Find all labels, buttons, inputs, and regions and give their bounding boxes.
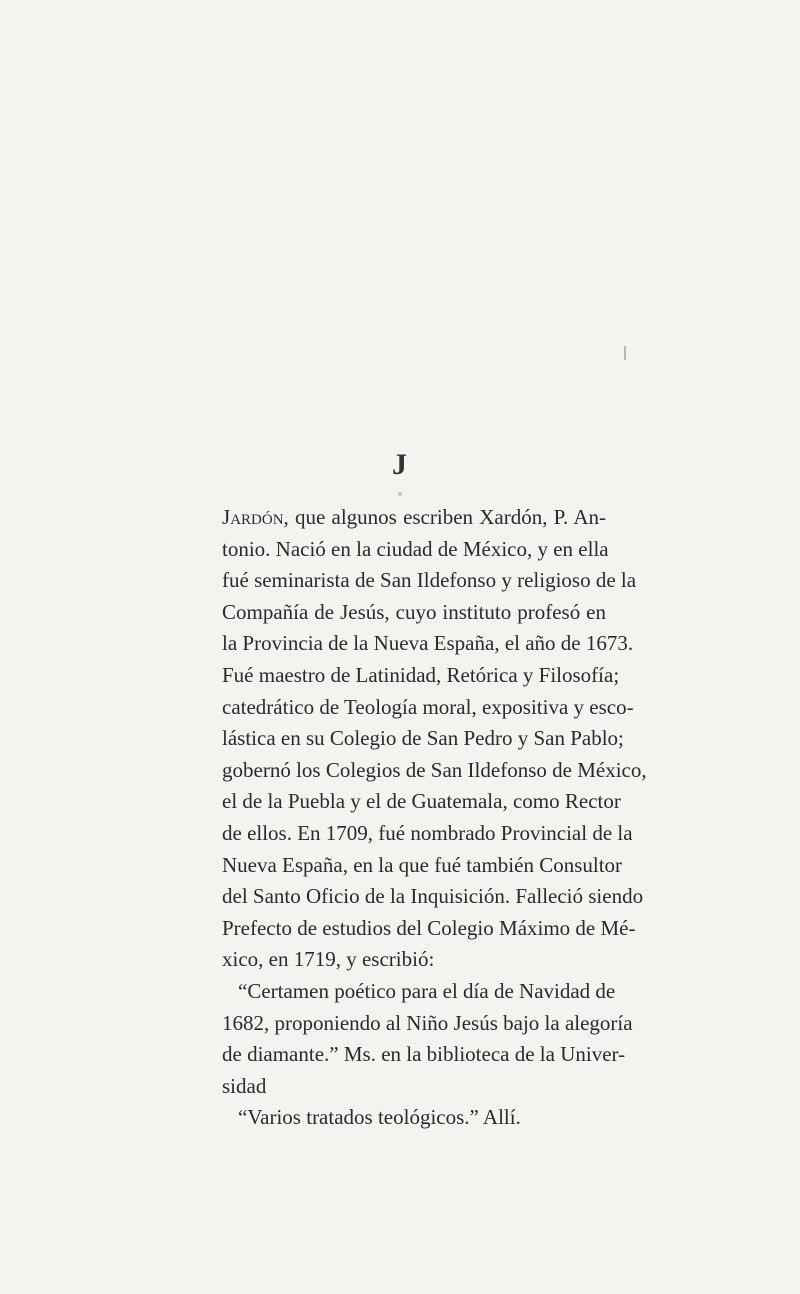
margin-mark bbox=[624, 346, 626, 360]
entry-line: lástica en su Colegio de San Pedro y San Pablo; bbox=[222, 726, 624, 751]
headword-rest: ardón bbox=[230, 505, 284, 529]
entry-line bbox=[222, 502, 606, 534]
entry-line: el de la Puebla y el de Guatemala, como Rector bbox=[222, 789, 621, 814]
headword-initial: J bbox=[222, 505, 231, 529]
entry-line: tonio. Nació en la ciudad de México, y en ella bbox=[222, 536, 609, 561]
entry-line: sidad bbox=[222, 1073, 267, 1098]
entry-line-text: , que algunos escriben Xardón, P. An- bbox=[283, 505, 606, 529]
entry-line: Compañía de Jesús, cuyo instituto profesó en bbox=[222, 599, 606, 624]
entry-line: “Certamen poético para el día de Navidad de bbox=[238, 978, 616, 1003]
entry-line: Prefecto de estudios del Colegio Máximo de Mé- bbox=[222, 915, 636, 940]
section-letter: J bbox=[392, 448, 408, 481]
entry-line: Fué maestro de Latinidad, Retórica y Filosofía; bbox=[222, 662, 620, 687]
entry-line: “Varios tratados teológicos.” Allí. bbox=[238, 1105, 521, 1130]
entry-text bbox=[222, 502, 647, 1134]
entry-line: gobernó los Colegios de San Ildefonso de México, bbox=[222, 757, 647, 782]
entry-line: 1682, proponiendo al Niño Jesús bajo la alegoría bbox=[222, 1010, 633, 1035]
entry-line: la Provincia de la Nueva España, el año de 1673. bbox=[222, 631, 634, 656]
entry-line: de ellos. En 1709, fué nombrado Provincial de la bbox=[222, 820, 633, 845]
entry-line: catedrático de Teología moral, expositiva y esco- bbox=[222, 694, 634, 719]
entry-line: de diamante.” Ms. en la biblioteca de la Univer- bbox=[222, 1042, 626, 1067]
entry-line: xico, en 1719, y escribió: bbox=[222, 947, 435, 972]
ornament-dot bbox=[398, 492, 402, 496]
entry-line: fué seminarista de San Ildefonso y religioso de la bbox=[222, 568, 637, 593]
entry-line: del Santo Oficio de la Inquisición. Falleció siendo bbox=[222, 884, 644, 909]
entry-line: Nueva España, en la que fué también Consultor bbox=[222, 852, 623, 877]
